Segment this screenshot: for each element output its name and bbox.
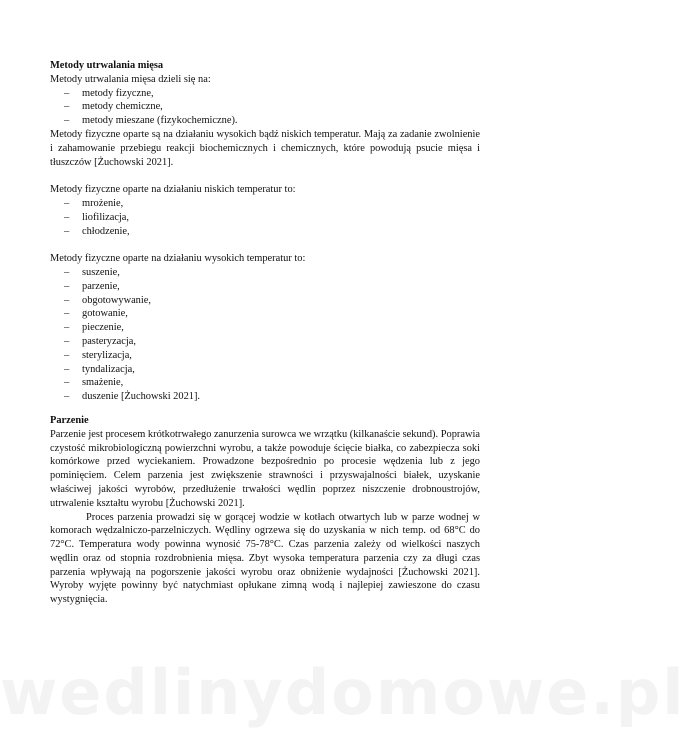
dash-marker: – [64,266,70,278]
list-item: – mrożenie, [64,197,124,209]
list-item: – pieczenie, [64,322,124,334]
dash-marker: – [64,349,70,361]
high-temp-list [50,266,480,404]
list-item: – chłodzenie, [64,225,130,237]
list-item: – suszenie, [64,266,120,278]
dash-marker: – [64,294,70,306]
low-temp-intro: Metody fizyczne oparte na działaniu niskich temperatur to: [50,184,296,196]
dash-marker: – [64,225,70,237]
dash-marker: – [64,87,70,99]
dash-marker: – [64,280,70,292]
dash-marker: – [64,335,70,347]
dash-marker: – [64,101,70,113]
dash-marker: – [64,391,70,403]
methods-list [50,87,480,128]
list-item: – duszenie [Żuchowski 2021]. [64,391,201,403]
dash-marker: – [64,197,70,209]
list-item: – obgotowywanie, [64,294,151,306]
dash-marker: – [64,363,70,375]
watermark: wedlinydomowe.pl [0,656,685,729]
dash-marker: – [64,211,70,223]
dash-marker: – [64,377,70,389]
list-item: – metody fizyczne, [64,87,154,99]
list-item: – metody mieszane (fizykochemiczne). [64,115,238,127]
document-content [50,59,480,607]
list-item: – pasteryzacja, [64,335,136,347]
list-item: – gotowanie, [64,308,128,320]
scalding-paragraph-1: Parzenie jest procesem krótkotrwałego zanurzenia surowca we wrzątku (kilkanaście sekund). Poprawia czystość mikrobiologiczną powierzchni wyrobu, a także powoduje ścięcie białka, co zabezpiecza soki komórkowe przed wyciekaniem. Prowadzone bezpośrednio po procesie wędzenia lub z jego pominięciem. Celem parzenia jest zwiększenie strawności i przyswajalności białek, uzyskanie właściwej jakości wyrobów, przedłużenie trwałości wędlin poprzez niszczenie drobnoustrojów, utrwalenie kształtu wyrobu [Żuchowski 2021]. [50,428,480,509]
list-item: – liofilizacja, [64,211,130,223]
list-item: – smażenie, [64,377,124,389]
list-item: – sterylizacja, [64,349,132,361]
scalding-paragraph-2: Proces parzenia prowadzi się w gorącej wodzie w kotłach otwartych lub w parze wodnej w komorach wędzalniczo-parzelniczych. Wędliny ogrzewa się do uzyskania w nich temp. od 68°C do 72°C. Temperatura wody powinna wynosić 75-78°C. Czas parzenia zależy od wielkości naszych wędlin oraz od stopnia rozdrobnienia mięsa. Zbyt wysoka temperatura parzenia czy za długi czas parzenia wpływają na pogorszenie jakości wyrobu oraz obniżenie wydajności [Żuchowski 2021]. Wyroby wyjęte powinny być natychmiast opłukane zimną wodą i najlepiej zawieszone do czasu wystygnięcia. [50,511,480,606]
methods-intro: Metody utrwalania mięsa dzieli się na: [50,73,211,85]
physical-methods-paragraph: Metody fizyczne oparte są na działaniu wysokich bądź niskich temperatur. Mają za zadanie zwolnienie i zahamowanie przebiegu reakcji biochemicznych i chemicznych, które powodują psucie mięsa i tłuszczów [Żuchowski 2021]. [50,128,480,168]
list-item: – parzenie, [64,280,120,292]
high-temp-intro: Metody fizyczne oparte na działaniu wysokich temperatur to: [50,253,306,265]
dash-marker: – [64,322,70,334]
dash-marker: – [64,308,70,320]
section-heading-scalding: Parzenie [50,414,89,426]
low-temp-list [50,197,480,238]
list-item: – metody chemiczne, [64,101,163,113]
list-item: – tyndalizacja, [64,363,135,375]
dash-marker: – [64,115,70,127]
section-heading-meat-preservation: Metody utrwalania mięsa [50,60,164,71]
